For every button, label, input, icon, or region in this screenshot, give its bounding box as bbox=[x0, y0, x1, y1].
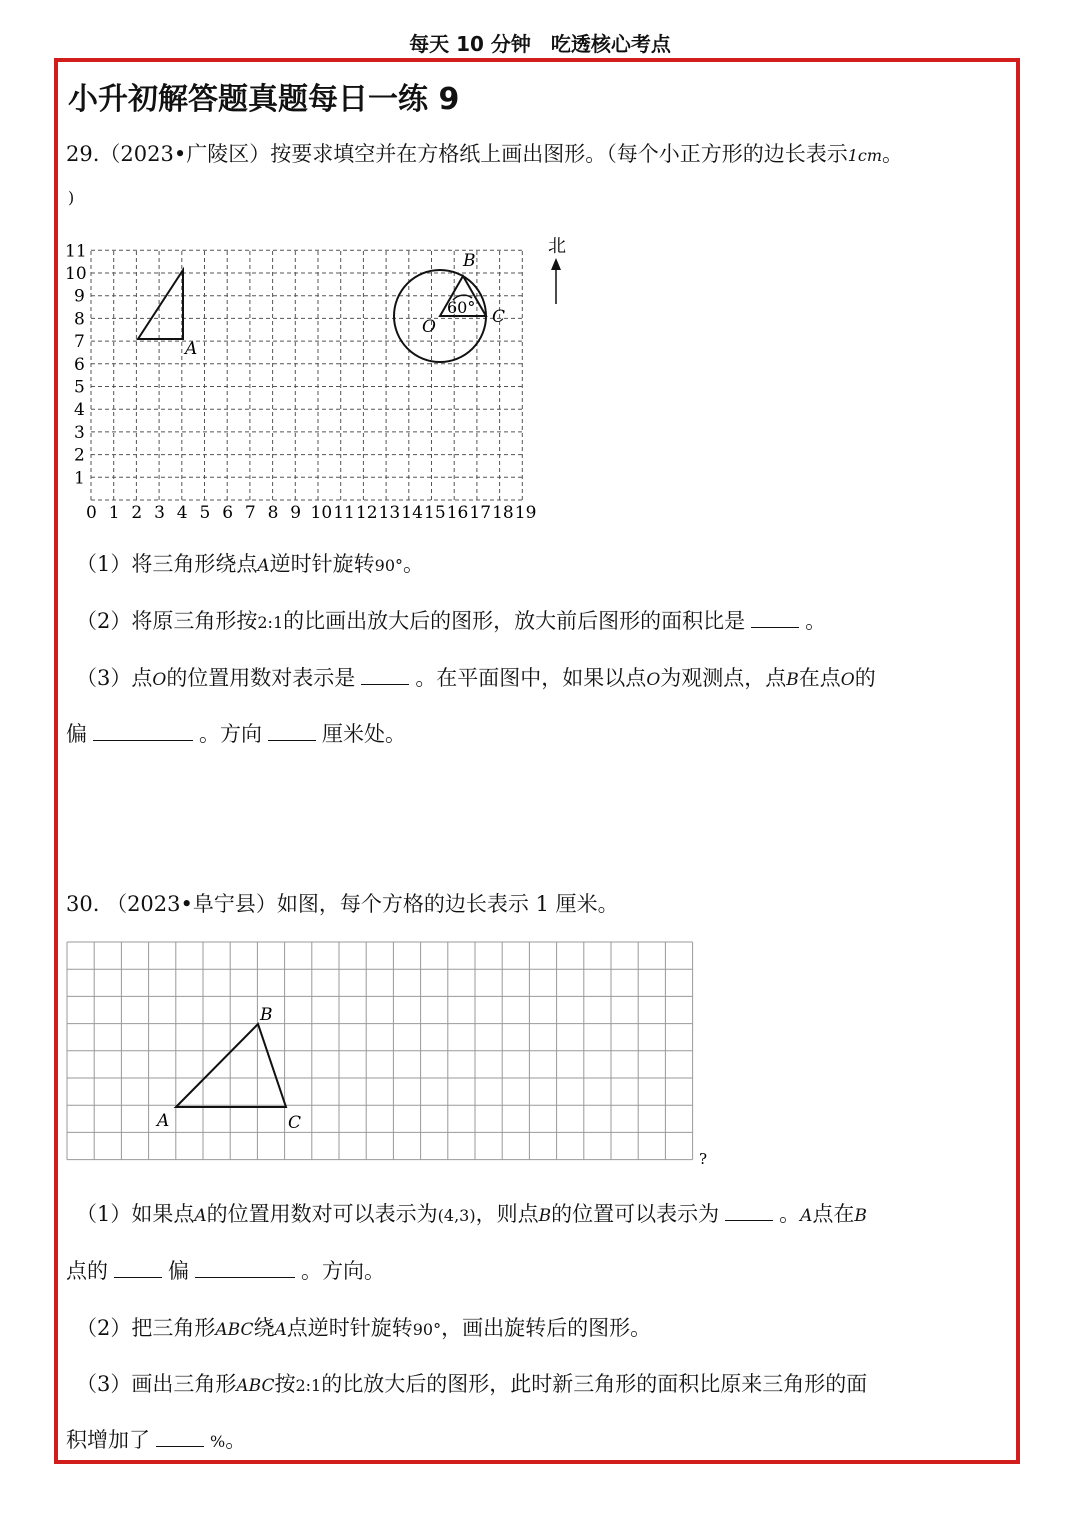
y-tick-label: 11 bbox=[65, 241, 87, 262]
q30-part1-line2: 点的 偏 。方向。 bbox=[66, 1259, 385, 1283]
q30-label-C: C bbox=[288, 1113, 302, 1133]
y-tick-label: 1 bbox=[74, 468, 85, 489]
x-tick-label: 17 bbox=[469, 503, 492, 523]
q30-stem: 30. （2023•阜宁县）如图，每个方格的边长表示 1 厘米。 bbox=[66, 892, 619, 916]
x-tick-label: 13 bbox=[378, 503, 401, 523]
q30-part2: （2）把三角形ABC绕A点逆时针旋转90°，画出旋转后的图形。 bbox=[76, 1316, 652, 1340]
x-tick-label: 7 bbox=[244, 503, 256, 523]
x-tick-label: 4 bbox=[176, 503, 188, 523]
x-tick-label: 11 bbox=[333, 503, 355, 523]
y-tick-label: 6 bbox=[74, 354, 85, 375]
q29-blank-distance[interactable] bbox=[268, 722, 316, 741]
q29-triangle bbox=[138, 270, 183, 339]
x-tick-label: 14 bbox=[401, 503, 423, 523]
q29-stem-close: ) bbox=[68, 188, 75, 207]
q29-label-O: O bbox=[422, 317, 436, 337]
q29-blank-direction[interactable] bbox=[93, 722, 193, 741]
q30-question-mark: ? bbox=[699, 1150, 708, 1168]
y-tick-label: 7 bbox=[74, 332, 85, 353]
y-tick-label: 5 bbox=[74, 377, 85, 398]
q29-grid-figure bbox=[60, 228, 580, 528]
y-tick-label: 8 bbox=[74, 309, 85, 330]
q29-part1: （1）将三角形绕点A逆时针旋转90°。 bbox=[76, 552, 425, 576]
x-tick-label: 0 bbox=[86, 503, 97, 523]
q29-y-ticks bbox=[65, 241, 87, 488]
q29-label-A: A bbox=[185, 339, 198, 359]
north-arrow-icon bbox=[551, 258, 561, 270]
x-tick-label: 19 bbox=[514, 503, 537, 523]
x-tick-label: 15 bbox=[424, 503, 446, 523]
q29-label-C: C bbox=[492, 307, 506, 327]
x-tick-label: 9 bbox=[290, 503, 302, 523]
page-title: 小升初解答题真题每日一练 9 bbox=[68, 82, 460, 117]
x-tick-label: 2 bbox=[131, 503, 143, 523]
q30-label-B: B bbox=[260, 1005, 273, 1025]
q30-blank-dir1[interactable] bbox=[114, 1259, 162, 1278]
header-banner: 每天 10 分钟 吃透核心考点 bbox=[409, 32, 671, 56]
x-tick-label: 6 bbox=[222, 503, 234, 523]
q29-x-ticks bbox=[86, 503, 536, 523]
q29-label-B: B bbox=[463, 251, 476, 271]
q29-part3: （3）点O的位置用数对表示是 。在平面图中，如果以点O为观测点，点B在点O的 bbox=[76, 666, 876, 690]
x-tick-label: 3 bbox=[154, 503, 165, 523]
y-tick-label: 3 bbox=[74, 422, 85, 443]
q30-blank-B-pair[interactable] bbox=[725, 1202, 773, 1221]
q30-part3-line2: 积增加了 %。 bbox=[66, 1428, 247, 1452]
q30-grid-figure bbox=[66, 940, 726, 1170]
q29-stem: 29.（2023•广陵区）按要求填空并在方格纸上画出图形。（每个小正方形的边长表示1cm。 bbox=[66, 142, 904, 166]
x-tick-label: 10 bbox=[310, 503, 333, 523]
y-tick-label: 9 bbox=[74, 286, 85, 307]
q29-part2: （2）将原三角形按2:1的比画出放大后的图形，放大前后图形的面积比是 。 bbox=[76, 609, 827, 633]
q30-part3: （3）画出三角形ABC按2:1的比放大后的图形，此时新三角形的面积比原来三角形的面 bbox=[76, 1372, 868, 1396]
q30-triangle bbox=[176, 1024, 286, 1107]
x-tick-label: 12 bbox=[355, 503, 378, 523]
north-label: 北 bbox=[548, 236, 566, 257]
q29-part3-line2: 偏 。方向 厘米处。 bbox=[66, 722, 406, 746]
q29-grid-lines bbox=[91, 250, 522, 500]
y-tick-label: 10 bbox=[65, 264, 87, 284]
q30-part1: （1）如果点A的位置用数对可以表示为(4,3)，则点B的位置可以表示为 。A点在B bbox=[76, 1202, 867, 1226]
q29-blank-ratio[interactable] bbox=[751, 609, 799, 628]
x-tick-label: 1 bbox=[108, 503, 120, 523]
q29-blank-pair[interactable] bbox=[361, 666, 409, 685]
q29-angle-label: 60° bbox=[447, 298, 476, 317]
y-tick-label: 2 bbox=[74, 445, 85, 466]
q30-label-A: A bbox=[157, 1111, 170, 1131]
q30-blank-percent[interactable] bbox=[156, 1428, 204, 1447]
x-tick-label: 18 bbox=[492, 503, 514, 523]
x-tick-label: 16 bbox=[446, 503, 469, 523]
x-tick-label: 8 bbox=[267, 503, 279, 523]
x-tick-label: 5 bbox=[199, 503, 211, 523]
y-tick-label: 4 bbox=[74, 400, 85, 421]
q30-blank-dir2[interactable] bbox=[195, 1259, 295, 1278]
